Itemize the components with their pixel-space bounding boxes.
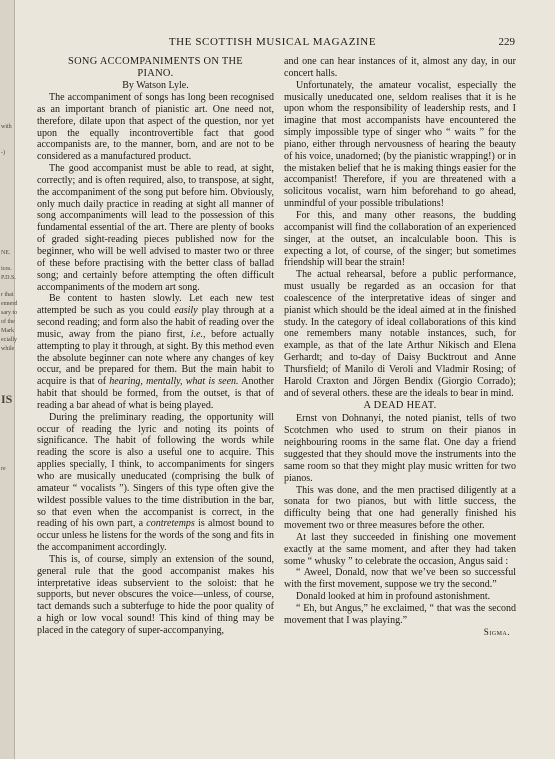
paragraph: Unfortunately, the amateur vocalist, especially the musically uneducated one, seldom realises that it is he upon whom the responsibility of leadership rests, and I imagine that most accompanists have encountered the simply impossible type of singer who “ waits ” for the piano, either through nervousness of hearing the beauty of his voice, unadorned; (by the pianistic wrapping!) or in the mistaken belief that he is making things easier for the accompanist! Therefore, if you are threatened with a solicitous vocalist, warn him beforehand to go ahead, unmindful of your possible tribulations!	[284, 79, 516, 210]
margin-fragment: ecially	[1, 337, 17, 343]
text-run: before actually attempting to play it through, at sight. By this method even the absolute beginner can note where any changes of key occur, and be prepared for them. But the main habit to acquire is that of	[37, 328, 274, 388]
paragraph: This was done, and the men practised diligently at a sonata for two pianos, but with little success, the difficulty being that one had generally finished his movement two or three measures before the other.	[284, 484, 516, 532]
paragraph: “ Eh, but Angus,” he exclaimed, “ that was the second movement that I was playing.”	[284, 602, 516, 626]
text-run: Be content to hasten slowly. Let each new test attempted be such as you could	[37, 293, 274, 317]
article-title	[37, 56, 274, 80]
paragraph	[37, 412, 274, 554]
adjacent-page-margin	[0, 0, 18, 759]
italic-text: hearing, mentally, what is seen.	[109, 376, 239, 388]
paragraph: At last they succeeded in finishing one movement exactly at the same moment, and after they had taken some “ whusky ” to celebrate the occasion, Angus said :	[284, 531, 516, 567]
italic-text: contretemps	[146, 518, 195, 530]
margin-fragment: sary to	[1, 310, 18, 316]
paragraph	[37, 293, 274, 411]
running-header	[30, 36, 515, 50]
text-run: Another habit that should be formed, from the outset, is that of reading a bar ahead of what is being played.	[37, 376, 274, 411]
signature	[284, 627, 516, 639]
paragraph: The accompaniment of songs has long been recognised as an important branch of pianistic art. One need not, therefore, dilate upon that aspect of the question, nor yet upon the equally incontrovertible fact that good accompanists are, to the manner, born, and are not to be considered as a manufactured product.	[37, 92, 274, 163]
page-number: 229	[498, 36, 515, 48]
signature-text: Sigma.	[483, 626, 510, 637]
margin-fragment: NE.	[1, 250, 11, 256]
left-column	[37, 56, 274, 637]
italic-text: i.e.,	[190, 328, 206, 340]
margin-fragment: P.D.S.	[1, 275, 16, 281]
article-title-line1: SONG ACCOMPANIMENTS ON THE	[68, 56, 243, 67]
article-title-line2: PIANO.	[137, 68, 174, 79]
margin-fragment: IS	[1, 392, 13, 406]
text-run: During the preliminary reading, the opportunity will occur of reading the lyric and noting its points of significance. The habit of following the words while reading the score is also a useful one to acquire. This applies specially, I think, to accompaniments for singers who are musically uneducated (comprising the bulk of amateur “ vocalists ”). Singers of this type often give the wildest possible values to the time distribution in the bar, so that even when the accompanist is correct, in the reading of his own part, a	[37, 411, 274, 530]
text-run: play through at a second reading; and form also the habit of reading over the music, away from the piano first,	[37, 305, 274, 340]
margin-fragment: of the	[1, 319, 15, 325]
article-title: A DEAD HEAT.	[363, 400, 437, 412]
paragraph: Donald looked at him in profound astonishment.	[296, 591, 491, 603]
paragraph: Ernst von Dohnanyi, the noted pianist, tells of two Scotchmen who used to strum on their pianos in neighbouring rooms in the same flat. One day a friend suggested that they should move the instruments into the same room so that they might play music written for two pianos.	[284, 413, 516, 484]
paragraph: The actual rehearsal, before a public performance, must usually be regarded as an occasion for that coalescence of the interpretative ideas of singer and pianist which should be the ideal aimed at in the finished study. In the category of ideal collaborations of this kind one remembers many notable instances, such, for example, as that of the late Arthur Nikisch and Elena Gerhardt; and to-day of Daisy Bucktrout and Anne Thursfield; of Manilo di Veroli and Vladmir Rosing; of Harold Craxton and Jörgen Bendix (Giorgio Corrado); and of several others. these are the ideals to bear in mind.	[284, 269, 516, 399]
margin-fragment: with	[1, 124, 12, 130]
paragraph: This is, of course, simply an extension of the sound, general rule that the good accompanist makes his interpretative ideas subservient to the soloist: that he supports, but never obscures the voice—unless, of course, tact demands such a subterfuge to hide the poor quality of a high or low vocal sound! This kind of thing may be placed in the category of super-accompanying,	[37, 553, 274, 636]
paragraph: For this, and many other reasons, the budding accompanist will find the collaboration of an experienced singer, at the outset, an incalculable boon. This is expecting a lot, of course, of the singer; but sometimes friendship will bear the strain!	[284, 209, 516, 269]
paragraph-continued: and one can hear instances of it, almost any day, in our concert halls.	[284, 56, 516, 79]
margin-fragment: Mark	[1, 328, 14, 334]
byline: By Watson Lyle.	[122, 80, 189, 91]
margin-fragment: -)	[1, 150, 5, 156]
right-column	[284, 56, 516, 639]
magazine-title: THE SCOTTISH MUSICAL MAGAZINE	[168, 36, 377, 48]
margin-fragment: ices.	[1, 266, 12, 272]
margin-fragment: re	[1, 466, 6, 472]
margin-fragment: while	[1, 346, 15, 352]
margin-fragment: ennerd	[1, 301, 18, 307]
paragraph: “ Aweel, Donald, now that we’ve been so successful with the first movement, suppose we try the second.”	[284, 567, 516, 591]
text-run: is almost bound to occur unless he listens for the words of the song and fits in the accompaniment accordingly.	[37, 518, 274, 554]
paragraph: The good accompanist must be able to read, at sight, correctly; and is often required, also, to transpose, at sight, the accompaniment of the song put before him. Obviously, only much daily practice in reading at sight all manner of song accompaniments will lead to the possession of this fundamental essential of the art. There are plenty of books of graded sight-reading pieces published now for the beginner, who will be well advised to master two or three of these before practising with the better class of ballad song; and certainly before attempting the often difficult accompaniments of the modern art song.	[37, 163, 274, 293]
italic-text: easily	[174, 305, 198, 317]
margin-fragment: r that	[1, 292, 14, 298]
